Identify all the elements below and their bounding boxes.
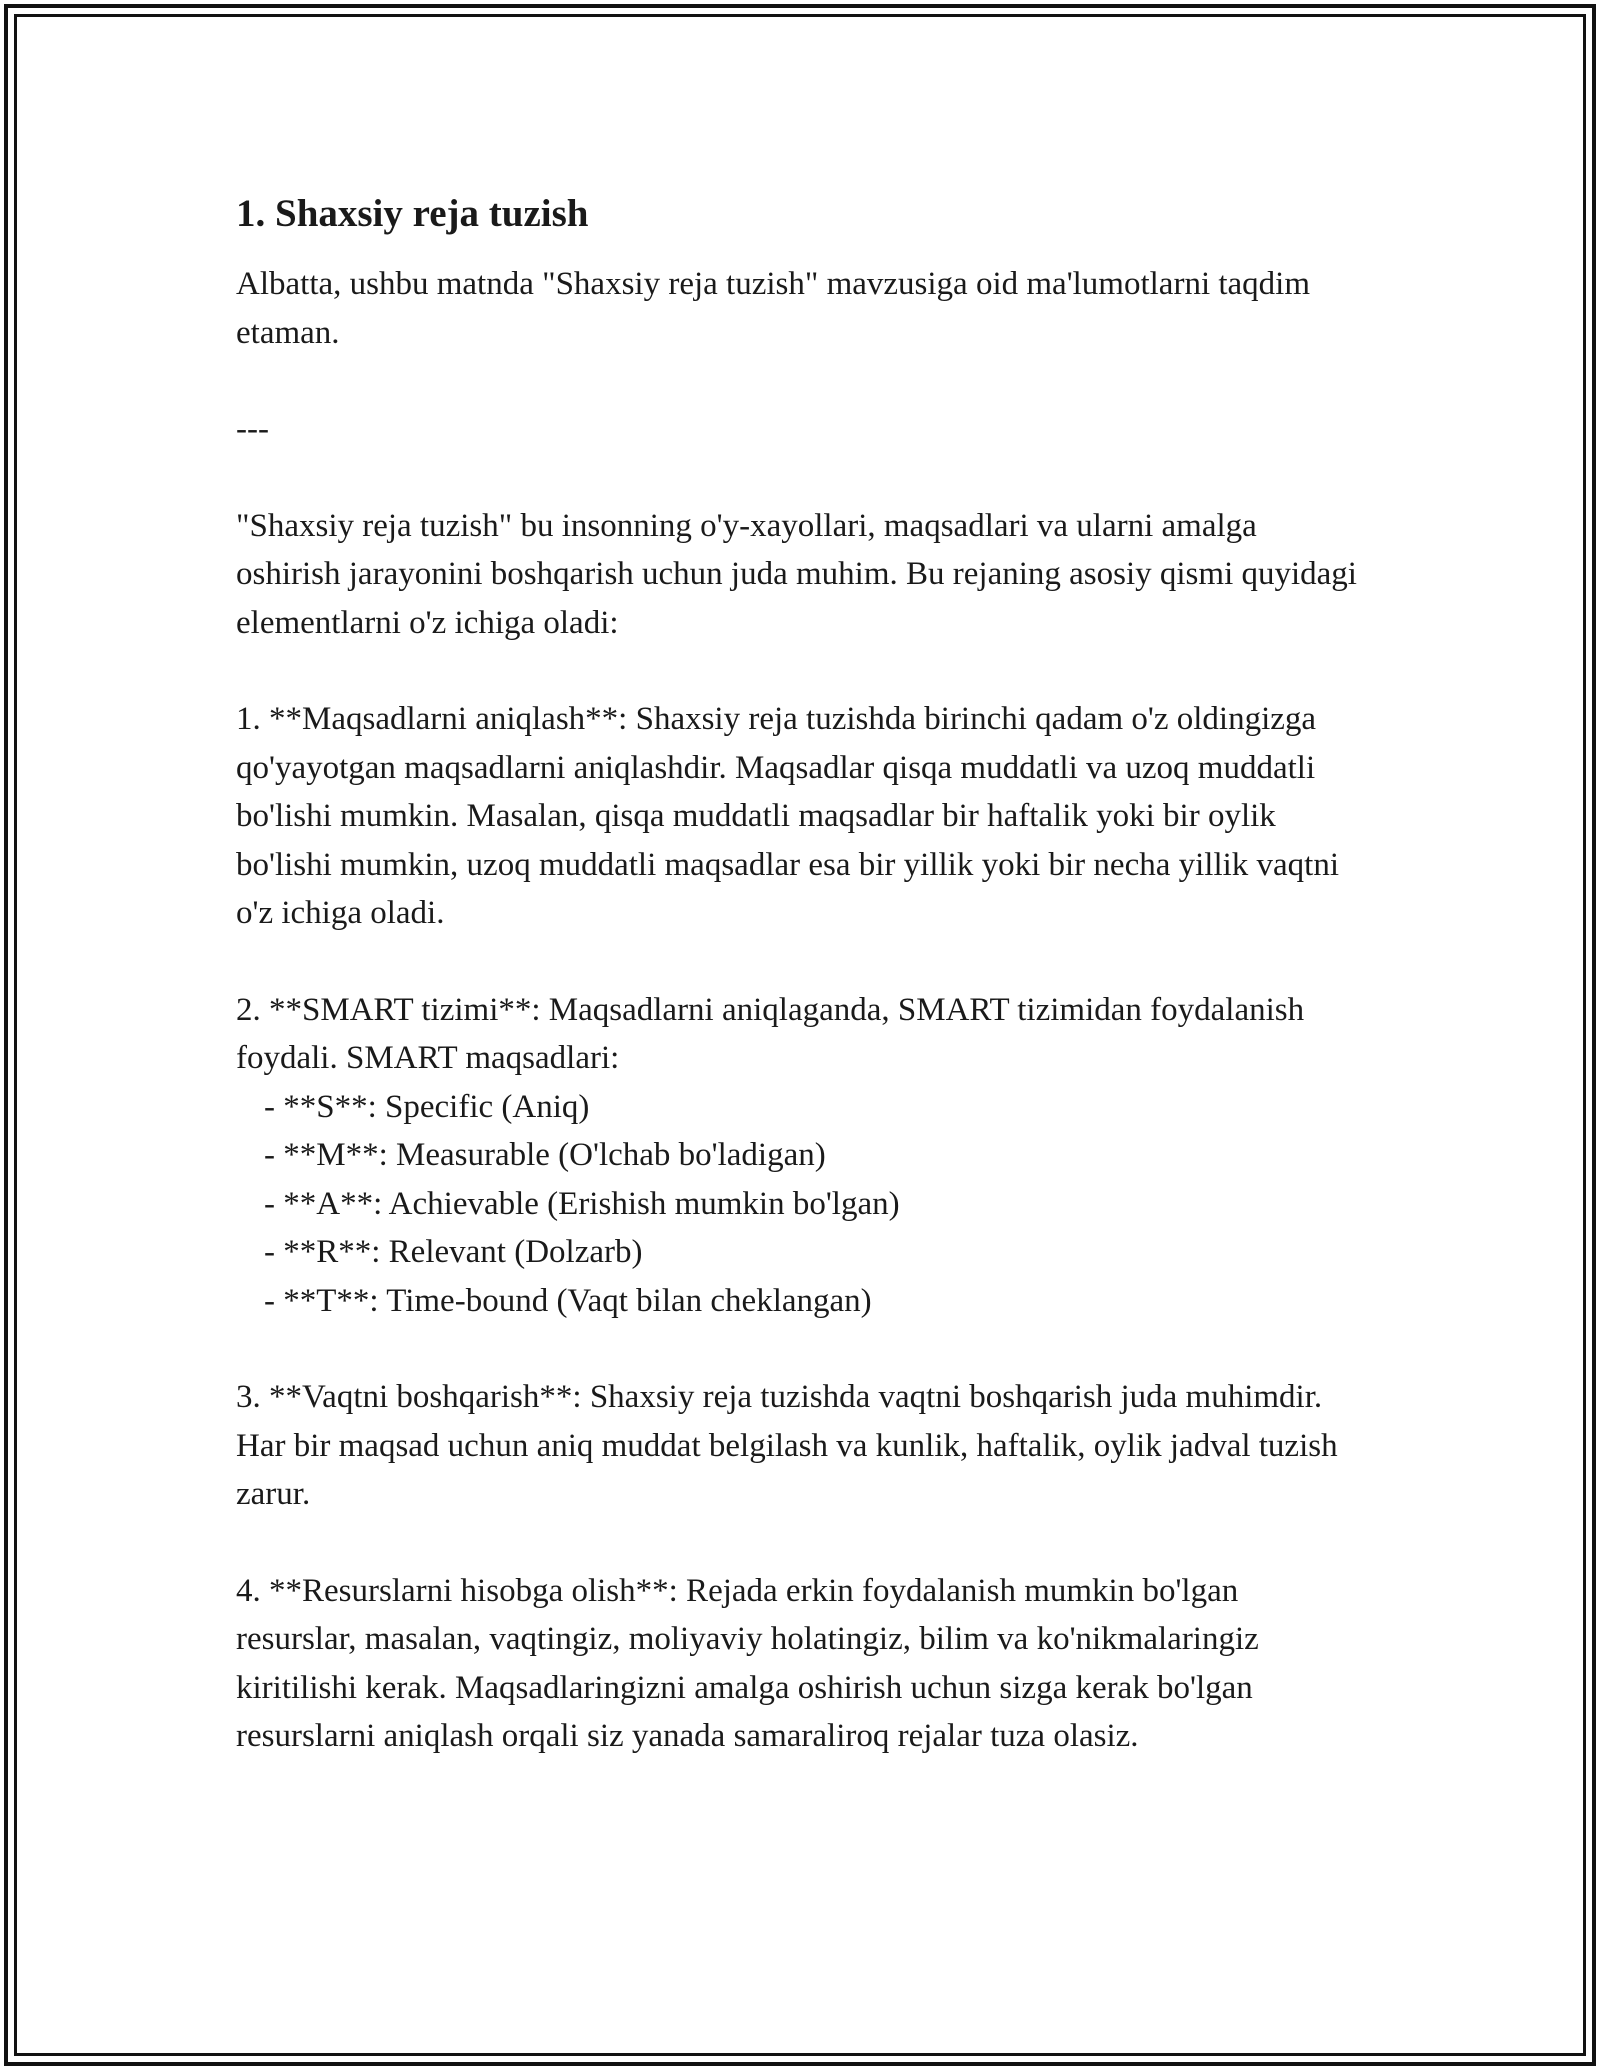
smart-item-a: - **A**: Achievable (Erishish mumkin bo'lgan) <box>264 1185 900 1222</box>
intro-paragraph: Albatta, ushbu matnda "Shaxsiy reja tuzish" mavzusiga oid ma'lumotlarni taqdim etaman. <box>236 266 1319 351</box>
list-item-1: 1. **Maqsadlarni aniqlash**: Shaxsiy reja tuzishda birinchi qadam o'z oldingizga qo'yayotgan maqsadlarni aniqlashdir. Maqsadlar qisqa muddatli va uzoq muddatli bo'lishi mumkin. Masalan, qisqa muddatli maqsadlar bir haftalik yoki bir oylik bo'lishi mumkin, uzoq muddatli maqsadlar esa bir yillik yoki bir necha yillik vaqtni o'z ichiga oladi. <box>236 701 1348 931</box>
smart-item-r: - **R**: Relevant (Dolzarb) <box>264 1234 643 1270</box>
list-item-4: 4. **Resurslarni hisobga olish**: Rejada erkin foydalanish mumkin bo'lgan resurslar, masalan, vaqtingiz, moliyaviy holatingiz, bilim va ko'nikmalaringiz kiritilishi kerak. Maqsadlaringizni amalga oshirish uchun sizga kerak bo'lgan resurslarni aniqlash orqali siz yanada samaraliroq rejalar tuza olasiz. <box>236 1572 1268 1754</box>
list-item-3: 3. **Vaqtni boshqarish**: Shaxsiy reja tuzishda vaqtni boshqarish juda muhimdir. Har bir maqsad uchun aniq muddat belgilash va kunlik, haftalik, oylik jadval tuzish zarur. <box>236 1379 1346 1512</box>
document-body <box>236 186 1366 1761</box>
smart-list <box>236 1083 1366 1326</box>
smart-item-m: - **M**: Measurable (O'lchab bo'ladigan) <box>264 1137 826 1173</box>
list-item-2: 2. **SMART tizimi**: Maqsadlarni aniqlaganda, SMART tizimidan foydalanish foydali. SMART maqsadlari: <box>236 991 1313 1076</box>
separator: --- <box>236 411 269 447</box>
smart-item-t: - **T**: Time-bound (Vaqt bilan cheklangan) <box>264 1282 872 1319</box>
body-paragraph: "Shaxsiy reja tuzish" bu insonning o'y-xayollari, maqsadlari va ularni amalga oshirish jarayonini boshqarish uchun juda muhim. Bu rejaning asosiy qismi quyidagi elementlarni o'z ichiga oladi: <box>236 507 1366 641</box>
document-title: 1. Shaxsiy reja tuzish <box>236 192 589 235</box>
smart-item-s: - **S**: Specific (Aniq) <box>264 1088 590 1125</box>
